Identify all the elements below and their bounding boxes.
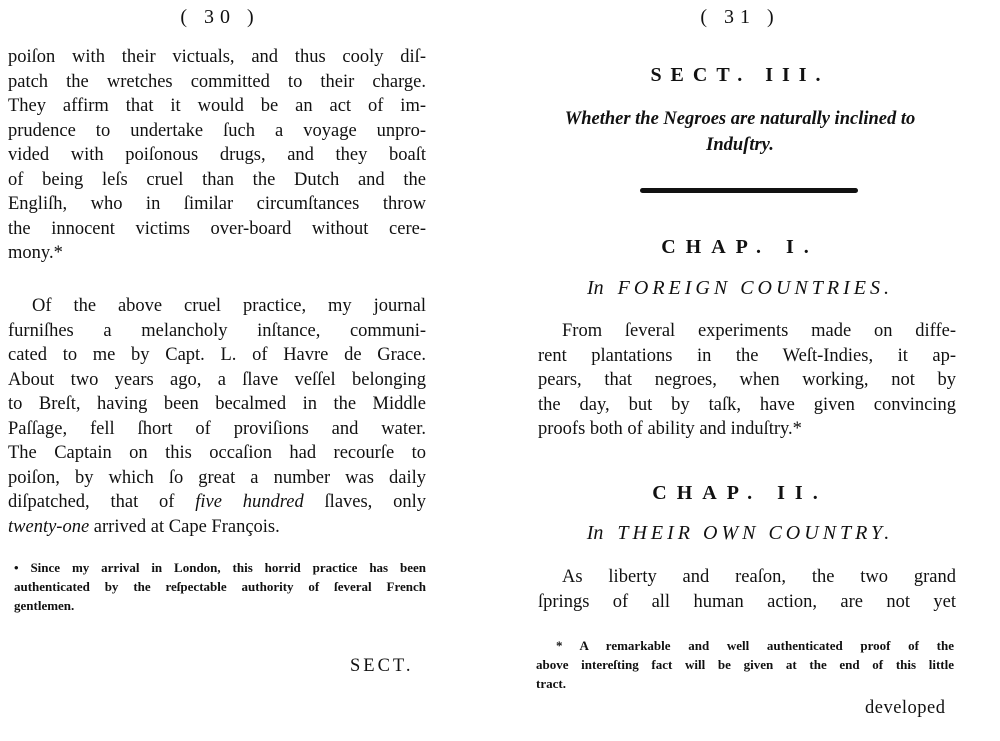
text-line: poiſon with their victuals, and thus cooly diſ-: [8, 47, 426, 67]
chapter-title-text: FOREIGN COUNTRIES.: [617, 277, 893, 299]
text-line: proofs both of ability and induſtry.*: [538, 419, 802, 439]
section-heading: SECT. III.: [650, 64, 830, 86]
text-line: As liberty and reaſon, the two grand: [562, 567, 956, 587]
text-line: poiſon, by which ſo great a number was daily: [8, 467, 426, 488]
text-line: The Captain on this occaſion had recourſe to: [8, 443, 426, 463]
text-line: prudence to undertake ſuch a voyage unpro-: [8, 120, 426, 141]
page-number-left: ( 30 ): [180, 6, 260, 28]
chapter-title-text: THEIR OWN COUNTRY.: [617, 522, 894, 544]
footnote-line: * A remarkable and well authenticated proof of the: [556, 638, 954, 653]
text-line: [8, 515, 426, 540]
text-line: cated to me by Capt. L. of Havre de Grace.: [8, 345, 426, 365]
footnote-line: • Since my arrival in London, this horrid practice has been: [14, 560, 426, 575]
footnote-left: [14, 558, 426, 615]
italic-text: twenty-one: [8, 516, 90, 537]
chapter-2-title: [520, 522, 960, 545]
text-line: the day, but by taſk, have given convincing: [538, 394, 956, 415]
paragraph-2: [8, 294, 426, 539]
right-page: [520, 0, 960, 741]
chapter-2-text: [538, 565, 956, 614]
footnote-line: tract.: [536, 676, 566, 691]
text-line: They affirm that it would be an act of im-: [8, 96, 426, 116]
text-segment: diſpatched, that of: [8, 492, 175, 512]
text-line: rent plantations in the Weſt-Indies, it ap-: [538, 345, 956, 366]
footnote-line: authenticated by the reſpectable authority of ſeveral French: [14, 579, 426, 594]
chapter-1-heading: CHAP. I.: [661, 236, 819, 258]
catchword-right: developed: [865, 698, 946, 718]
left-page: [0, 0, 440, 741]
paragraph-1: [8, 45, 426, 266]
chapter-1-text: [538, 319, 956, 442]
catchword-left: SECT.: [350, 656, 414, 676]
text-line: patch the wretches committed to their charge.: [8, 71, 426, 92]
subtitle-line: Whether the Negroes are naturally inclined to: [564, 109, 916, 129]
footnote-line: gentlemen.: [14, 598, 75, 613]
text-line: pears, that negroes, when working, not by: [538, 370, 956, 390]
text-line: About two years ago, a ſlave veſſel belonging: [8, 369, 426, 390]
text-line: [8, 490, 426, 515]
text-line: ſprings of all human action, are not yet: [538, 591, 956, 612]
text-line: Of the above cruel practice, my journal: [32, 296, 426, 316]
chapter-1-title: [520, 277, 960, 300]
footnote-right: [536, 636, 954, 693]
chapter-title-prefix: In: [587, 277, 604, 299]
text-line: vided with poiſonous drugs, and they boaſt: [8, 145, 426, 165]
text-line: Engliſh, who in ſimilar circumſtances throw: [8, 194, 426, 214]
text-segment: arrived at Cape François.: [89, 516, 280, 537]
section-subtitle: [520, 106, 960, 158]
subtitle-line: Induſtry.: [706, 135, 774, 155]
footnote-line: above intereſting fact will be given at the end of this little: [536, 657, 954, 672]
chapter-2-heading: CHAP. II.: [652, 482, 828, 504]
text-line: mony.*: [8, 243, 63, 263]
text-line: the innocent victims over-board without cere-: [8, 218, 426, 239]
section-divider: [640, 188, 858, 193]
text-line: of being leſs cruel than the Dutch and the: [8, 169, 426, 190]
text-line: Paſſage, fell ſhort of proviſions and water.: [8, 418, 426, 439]
text-line: furniſhes a melancholy inſtance, communi-: [8, 320, 426, 341]
italic-text: five hundred: [195, 492, 304, 512]
chapter-title-prefix: In: [586, 522, 604, 544]
text-line: From ſeveral experiments made on diffe-: [562, 321, 956, 341]
page-number-right: ( 31 ): [700, 6, 780, 28]
text-line: to Breſt, having been becalmed in the Middle: [8, 394, 426, 414]
text-segment: ſlaves, only: [303, 492, 426, 512]
